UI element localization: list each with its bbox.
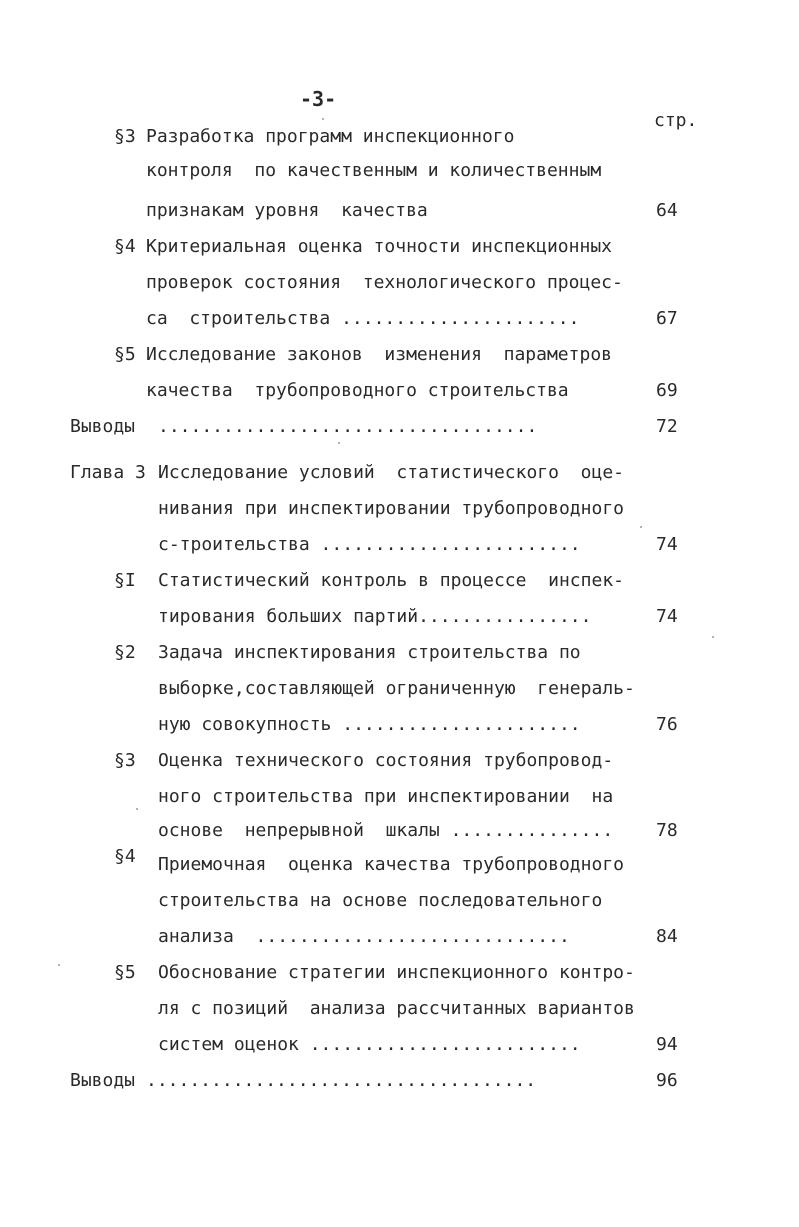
toc-entry-marker: Выводы — [70, 416, 136, 437]
page-column-header: стр. — [654, 110, 698, 131]
toc-entry-line: Критериальная оценка точности инспекционных — [146, 236, 612, 257]
toc-entry-marker: §3 — [114, 126, 136, 147]
toc-entry-line: контроля по качественным и количественным — [146, 160, 602, 181]
toc-entry-line: ного строительства при инспектировании на — [158, 786, 614, 807]
toc-entry-marker: §4 — [114, 846, 136, 867]
toc-entry-line: основе непрерывной шкалы ............... — [158, 820, 614, 841]
toc-entry-page: 78 — [656, 820, 678, 841]
toc-entry-line: Приемочная оценка качества трубопроводного — [158, 854, 624, 875]
toc-entry-page: 76 — [656, 714, 678, 735]
scan-speck — [338, 442, 340, 444]
toc-entry-page: 72 — [656, 416, 678, 437]
scan-speck — [322, 118, 324, 120]
toc-entry-line: Исследование условий статистического оце- — [158, 462, 624, 483]
toc-entry-page: 74 — [656, 534, 678, 555]
page-number: -3- — [300, 87, 337, 111]
toc-entry-line: нивания при инспектировании трубопроводного — [158, 498, 624, 519]
toc-entry-page: 69 — [656, 380, 678, 401]
toc-entry-line: Оценка технического состояния трубопровод- — [158, 750, 614, 771]
toc-entry-line: Обоснование стратегии инспекционного контро- — [158, 962, 635, 983]
toc-entry-line: анализа ............................. — [158, 926, 570, 947]
toc-entry-page: 74 — [656, 606, 678, 627]
scan-speck — [640, 526, 642, 528]
toc-entry-line: строительства на основе последовательного — [158, 890, 603, 911]
toc-entry-marker: §I — [114, 570, 136, 591]
scan-speck — [58, 964, 60, 966]
toc-entry-marker: §4 — [114, 236, 136, 257]
toc-entry-line: выборке,составляющей ограниченную генераль- — [158, 678, 635, 699]
scan-speck — [136, 808, 138, 810]
toc-entry-marker: §3 — [114, 750, 136, 771]
toc-chapter-marker: Глава 3 — [70, 462, 146, 483]
scan-speck — [712, 636, 714, 638]
toc-entry-line: ля с позиций анализа рассчитанных вариантов — [158, 998, 635, 1019]
toc-entry-line: признакам уровня качества — [146, 200, 428, 221]
toc-entry-line: качества трубопроводного строительства — [146, 380, 569, 401]
toc-entry-page: 96 — [656, 1070, 678, 1091]
toc-entry-marker: §5 — [114, 344, 136, 365]
toc-entry-page: 84 — [656, 926, 678, 947]
toc-entry-line: ................................... — [158, 416, 538, 437]
toc-entry-marker: Выводы — [70, 1070, 136, 1091]
toc-entry-line: Исследование законов изменения параметров — [146, 344, 612, 365]
toc-entry-line: тирования больших партий................ — [158, 606, 592, 627]
toc-entry-line: .................................... — [146, 1070, 537, 1091]
toc-entry-line: Разработка программ инспекционного — [146, 126, 515, 147]
toc-entry-page: 94 — [656, 1034, 678, 1055]
toc-entry-line: проверок состояния технологического процес- — [146, 272, 623, 293]
toc-entry-line: Задача инспектирования строительства по — [158, 642, 581, 663]
toc-entry-marker: §2 — [114, 642, 136, 663]
toc-entry-marker: §5 — [114, 962, 136, 983]
toc-entry-line: с-троительства ........................ — [158, 534, 581, 555]
toc-entry-page: 64 — [656, 200, 678, 221]
toc-entry-line: са строительства ...................... — [146, 308, 580, 329]
toc-entry-page: 67 — [656, 308, 678, 329]
toc-entry-line: систем оценок ......................... — [158, 1034, 581, 1055]
toc-entry-line: ную совокупность ...................... — [158, 714, 581, 735]
toc-entry-line: Статистический контроль в процессе инспек- — [158, 570, 624, 591]
